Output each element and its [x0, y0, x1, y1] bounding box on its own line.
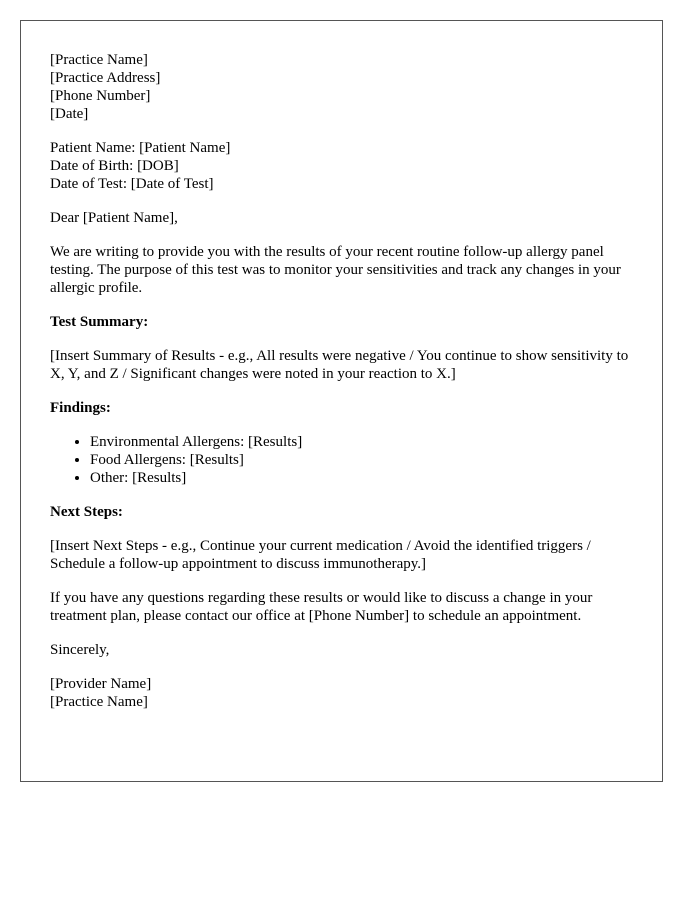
letter-date: [Date]: [50, 106, 89, 122]
finding-item-other: • Other: [Results]: [90, 469, 635, 487]
finding-item-food: • Food Allergens: [Results]: [90, 451, 635, 469]
findings-heading: Findings:: [50, 400, 111, 416]
findings-list: [50, 433, 635, 487]
practice-address: [Practice Address]: [50, 70, 161, 86]
signature-practice-name: [Practice Name]: [50, 694, 148, 710]
signoff: Sincerely,: [50, 642, 110, 658]
intro-paragraph: We are writing to provide you with the results of your recent routine follow-up allergy panel testing. The purpose of this test was to monitor your sensitivities and track any changes in your allergic profile.: [50, 244, 621, 296]
next-steps-text: [Insert Next Steps - e.g., Continue your current medication / Avoid the identified triggers / Schedule a follow-up appointment to discuss immunotherapy.]: [50, 538, 591, 572]
provider-name: [Provider Name]: [50, 676, 152, 692]
test-summary-heading: Test Summary:: [50, 314, 149, 330]
test-summary-text: [Insert Summary of Results - e.g., All results were negative / You continue to show sensitivity to X, Y, and Z / Significant changes were noted in your reaction to X.]: [50, 348, 629, 382]
signature-block: [50, 675, 635, 711]
next-steps-heading: Next Steps:: [50, 504, 123, 520]
practice-name: [Practice Name]: [50, 52, 148, 68]
salutation: Dear [Patient Name],: [50, 210, 178, 226]
closing-paragraph: If you have any questions regarding these results or would like to discuss a change in your treatment plan, please contact our office at [Phone Number] to schedule an appointment.: [50, 590, 593, 624]
practice-header: [50, 51, 635, 123]
patient-dob: Date of Birth: [DOB]: [50, 158, 179, 174]
practice-phone: [Phone Number]: [50, 88, 151, 104]
patient-name: Patient Name: [Patient Name]: [50, 140, 231, 156]
letter-body: [50, 51, 635, 711]
patient-info: [50, 139, 635, 193]
letter-page: [20, 20, 663, 782]
test-date: Date of Test: [Date of Test]: [50, 176, 214, 192]
finding-item-environmental: • Environmental Allergens: [Results]: [90, 433, 635, 451]
